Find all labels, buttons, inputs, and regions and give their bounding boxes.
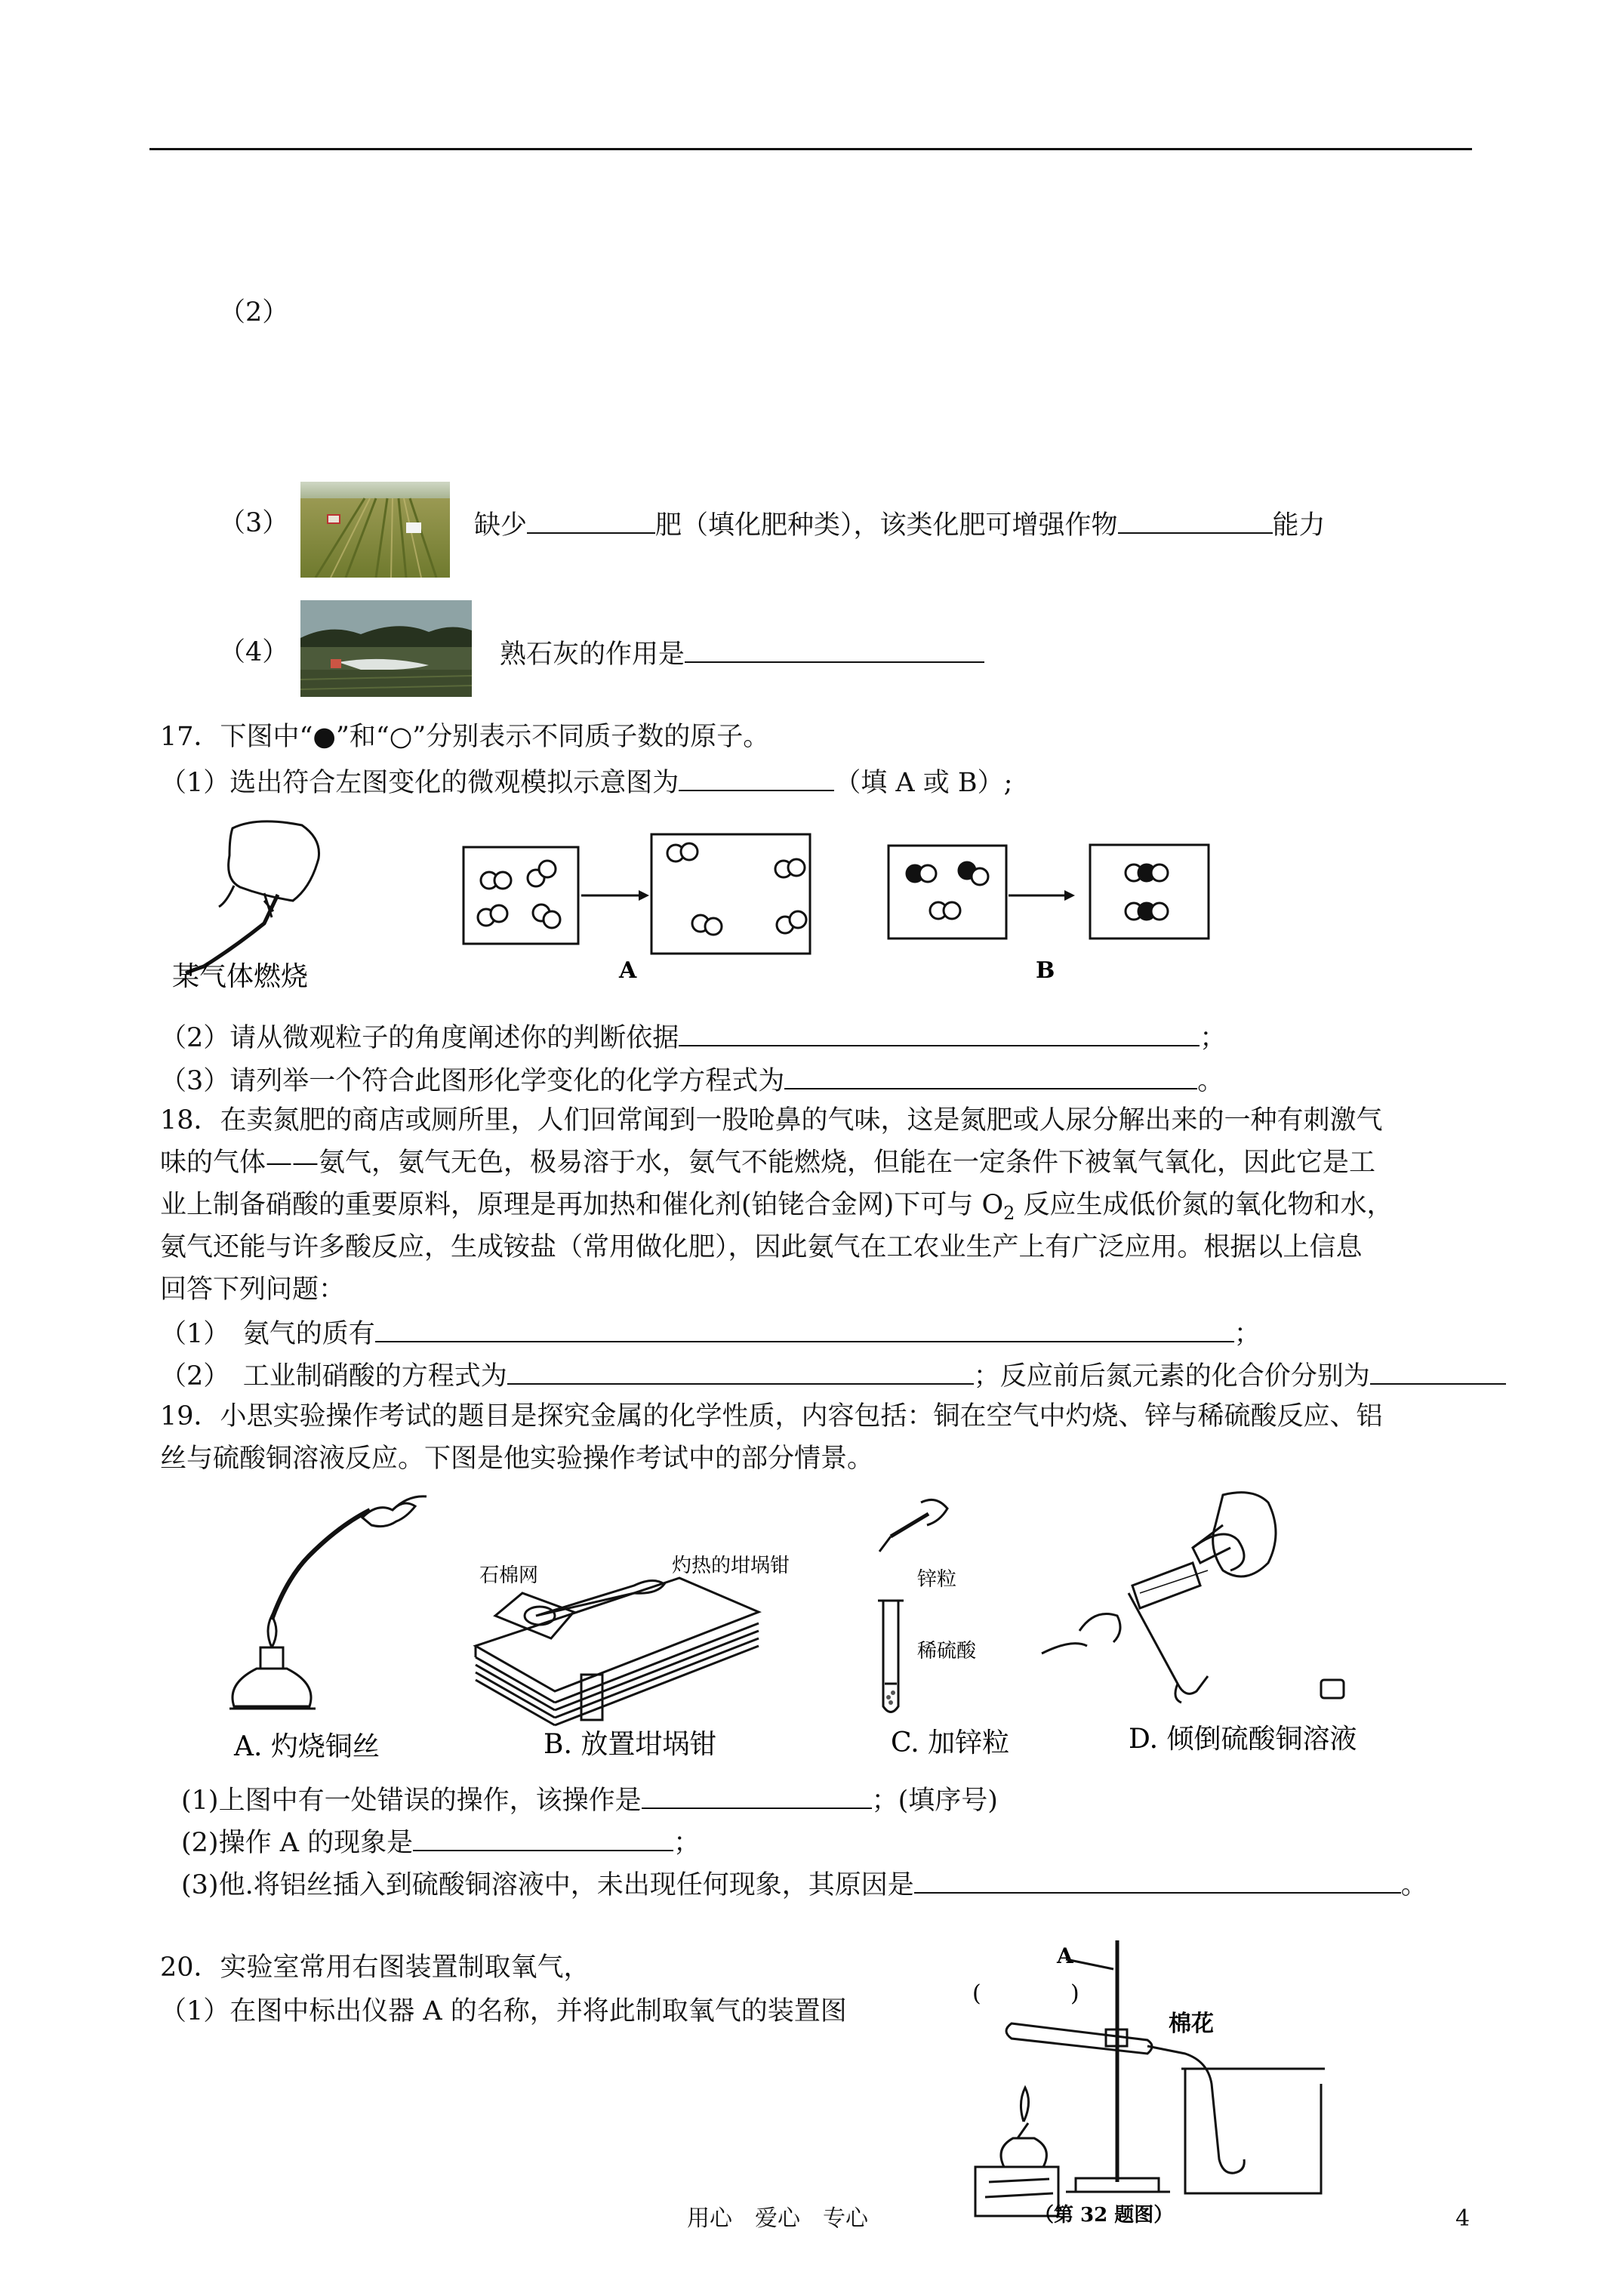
q19-part1-text: (1)上图中有一处错误的操作，该操作是 <box>181 1786 642 1816</box>
q16-part3-label: （3） <box>219 508 289 538</box>
lime-field-photo <box>300 600 472 697</box>
q18-line5: 回答下列问题： <box>160 1274 346 1305</box>
q19-part3-end: 。 <box>1400 1870 1427 1900</box>
page-number: 4 <box>1455 2205 1471 2232</box>
q19-figure <box>211 1480 1434 1774</box>
q16-part2-label: （2） <box>219 297 289 328</box>
q18-o2-subscript: 2 <box>1003 1203 1015 1224</box>
q18-part2-blank2[interactable] <box>1370 1356 1506 1385</box>
q17-figure <box>151 812 1223 997</box>
alcohol-lamp-burning-sketch <box>229 1496 427 1709</box>
label-paren-open: ( <box>972 1980 981 2007</box>
q17-part1-blank[interactable] <box>679 763 834 791</box>
q19-line1: 19．小思实验操作考试的题目是探究金属的化学性质，内容包括：铜在空气中灼烧、锌与稀硫酸反应、铝 <box>160 1401 1383 1432</box>
q16-part4-text: 熟石灰的作用是 <box>500 639 685 670</box>
figure-caption: （第 32 题图） <box>1034 2204 1174 2227</box>
footer-motto: 用心 爱心 专心 <box>687 2205 868 2232</box>
q16-part4-label: （4） <box>219 637 289 667</box>
test-tube-zinc-sketch <box>878 1499 947 1712</box>
q19-part1-blank[interactable] <box>642 1780 872 1809</box>
diagram-a <box>463 834 810 984</box>
diagram-b <box>888 845 1209 984</box>
q19-part2-text: (2)操作 A 的现象是 <box>181 1828 414 1858</box>
q18-line4: 氨气还能与许多酸反应，生成铵盐（常用做化肥），因此氨气在工农业生产上有广泛应用。根据以上信息 <box>160 1232 1363 1262</box>
tongs-on-table-sketch <box>476 1578 759 1725</box>
q17-part3-blank[interactable] <box>784 1061 1197 1089</box>
caption-a: A. 灼烧铜丝 <box>234 1731 380 1762</box>
q16-part3-text3: 能力 <box>1272 510 1326 541</box>
q17-part3-text: （3）请列举一个符合此图形化学变化的化学方程式为 <box>160 1066 785 1096</box>
pouring-solution-sketch <box>1042 1493 1344 1703</box>
q17-part2-text: （2）请从微观粒子的角度阐述你的判断依据 <box>160 1023 679 1053</box>
gas-burning-sketch <box>186 821 319 973</box>
label-a: A <box>619 957 637 984</box>
q19-part3-blank[interactable] <box>914 1865 1401 1894</box>
q17-part2-end: ； <box>1200 1023 1227 1053</box>
caption-d: D. 倾倒硫酸铜溶液 <box>1129 1724 1357 1755</box>
label-instrument-a: A <box>1057 1943 1073 1968</box>
label-b: B <box>1036 957 1055 984</box>
q17-part3-end: 。 <box>1197 1066 1224 1096</box>
label-cotton: 棉花 <box>1169 2011 1214 2037</box>
label-hot-tongs: 灼热的坩埚钳 <box>672 1555 790 1577</box>
q18-part1-end: ； <box>1233 1319 1261 1349</box>
q16-part3-blank1[interactable] <box>527 505 655 534</box>
label-paren-close: ) <box>1070 1980 1079 2007</box>
q17-part2-blank[interactable] <box>679 1018 1200 1046</box>
q19-line2: 丝与硫酸铜溶液反应。下图是他实验操作考试中的部分情景。 <box>160 1444 874 1474</box>
q16-part4-blank[interactable] <box>685 634 984 663</box>
q20-part1-text: （1）在图中标出仪器 A 的名称，并将此制取氧气的装置图 <box>160 1996 847 2026</box>
label-dilute-sulfuric-acid: 稀硫酸 <box>917 1640 977 1663</box>
q16-part3-text2: 肥（填化肥种类），该类化肥可增强作物 <box>655 510 1118 541</box>
q20-line1: 20．实验室常用右图装置制取氧气， <box>160 1952 590 1983</box>
header-rule <box>149 148 1472 150</box>
q18-part1-blank[interactable] <box>375 1314 1234 1342</box>
q18-line2: 味的气体——氨气，氨气无色，极易溶于水，氨气不能燃烧，但能在一定条件下被氧气氧化，因此它是工 <box>160 1148 1376 1178</box>
label-zinc-granules: 锌粒 <box>917 1568 957 1591</box>
q18-part2-text: （2） 工业制硝酸的方程式为 <box>160 1361 507 1391</box>
q16-part3-blank2[interactable] <box>1118 505 1273 534</box>
caption-b: B. 放置坩埚钳 <box>544 1729 717 1760</box>
q19-part3-text: (3)他.将铝丝插入到硫酸铜溶液中，未出现任何现象，其原因是 <box>181 1870 914 1900</box>
q19-part1-end: ；(填序号) <box>871 1786 998 1816</box>
q18-line3b: 反应生成低价氮的氧化物和水， <box>1015 1190 1394 1220</box>
q17-stem: 17．下图中“●”和“○”分别表示不同质子数的原子。 <box>160 722 770 752</box>
q18-line3a: 业上制备硝酸的重要原料，原理是再加热和催化剂(铂铑合金网)下可与 O <box>160 1190 1004 1220</box>
q17-part1-text: （1）选出符合左图变化的微观模拟示意图为 <box>160 768 679 798</box>
q16-part3-text1: 缺少 <box>474 510 528 541</box>
q19-part2-blank[interactable] <box>413 1823 673 1851</box>
caption-c: C. 加锌粒 <box>891 1727 1010 1758</box>
q18-line1: 18．在卖氮肥的商店或厕所里，人们回常闻到一股呛鼻的气味，这是氮肥或人尿分解出来的一种有刺激气 <box>160 1105 1383 1136</box>
gas-burning-caption: 某气体燃烧 <box>172 961 309 992</box>
oxygen-apparatus-figure <box>959 1933 1351 2227</box>
q19-part2-end: ； <box>673 1828 701 1858</box>
q18-part2-blank1[interactable] <box>507 1356 974 1385</box>
q18-part2-mid: ；反应前后氮元素的化合价分别为 <box>973 1361 1370 1391</box>
wheat-field-photo <box>300 482 450 578</box>
q18-part1-text: （1） 氨气的质有 <box>160 1319 375 1349</box>
q17-part1-end: （填 A 或 B）; <box>834 768 1013 798</box>
label-asbestos-net: 石棉网 <box>479 1564 539 1587</box>
